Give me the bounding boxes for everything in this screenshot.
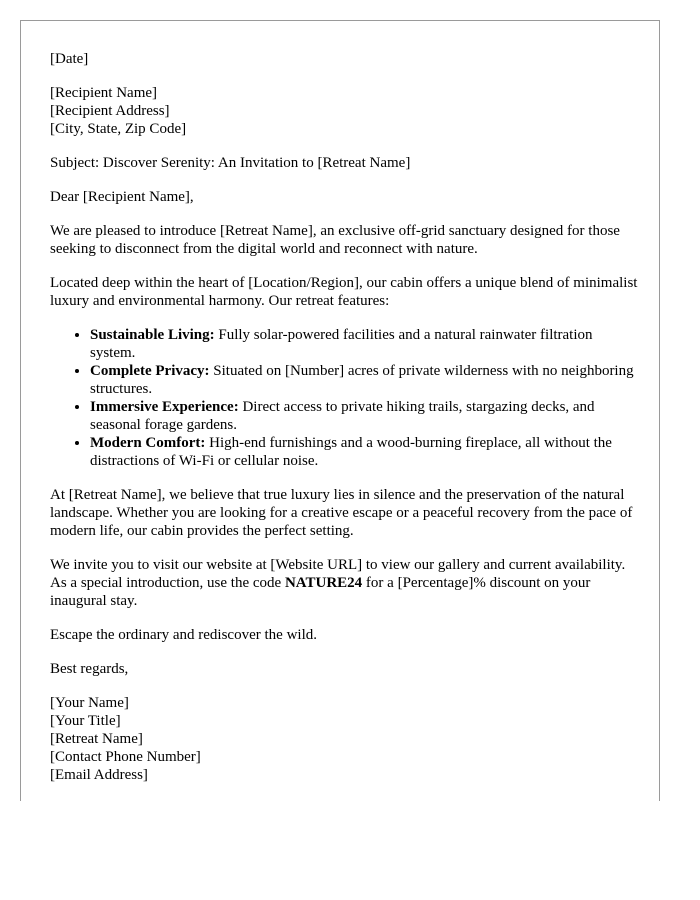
signature-retreat: [Retreat Name] — [50, 731, 143, 747]
signature-email: [Email Address] — [50, 767, 148, 783]
recipient-city-state-zip: [City, State, Zip Code] — [50, 121, 187, 137]
invite-text-before: We invite you to visit our website at [Website URL] to view our gallery and current availability. As a special introduction, use the code — [50, 557, 626, 591]
feature-title: Immersive Experience: — [90, 399, 239, 415]
recipient-block — [50, 84, 640, 138]
letter-subject: Subject: Discover Serenity: An Invitation to [Retreat Name] — [50, 155, 411, 171]
belief-paragraph: At [Retreat Name], we believe that true luxury lies in silence and the preservation of the natural landscape. Whether you are looking for a creative escape or a peaceful recovery from the pace of modern life, our cabin provides the perfect setting. — [50, 487, 633, 539]
promo-code: NATURE24 — [284, 575, 363, 591]
signature-block — [50, 694, 640, 784]
recipient-address: [Recipient Address] — [50, 103, 170, 119]
signature-name: [Your Name] — [50, 695, 129, 711]
signature-phone: [Contact Phone Number] — [50, 749, 201, 765]
feature-title: Modern Comfort: — [90, 435, 206, 451]
closing-line: Escape the ordinary and rediscover the wild. — [50, 627, 317, 643]
recipient-name: [Recipient Name] — [50, 85, 158, 101]
feature-item — [90, 398, 640, 434]
feature-title: Complete Privacy: — [90, 363, 210, 379]
feature-item — [90, 326, 640, 362]
letter-date: [Date] — [50, 51, 89, 67]
feature-item — [90, 434, 640, 470]
invite-paragraph — [50, 556, 640, 610]
location-paragraph: Located deep within the heart of [Location/Region], our cabin offers a unique blend of minimalist luxury and environmental harmony. Our retreat features: — [50, 275, 638, 309]
letter-salutation: Dear [Recipient Name], — [50, 189, 194, 205]
signature-title: [Your Title] — [50, 713, 121, 729]
feature-title: Sustainable Living: — [90, 327, 215, 343]
feature-text: Fully solar-powered facilities and a natural rainwater filtration system. — [90, 327, 593, 361]
letter-page — [20, 20, 660, 801]
feature-item — [90, 362, 640, 398]
feature-text: Direct access to private hiking trails, stargazing decks, and seasonal forage gardens. — [90, 399, 595, 433]
letter-body — [50, 50, 640, 800]
intro-paragraph: We are pleased to introduce [Retreat Name], an exclusive off-grid sanctuary designed for those seeking to disconnect from the digital world and reconnect with nature. — [50, 223, 620, 257]
signoff: Best regards, — [50, 661, 129, 677]
feature-text: Situated on [Number] acres of private wilderness with no neighboring structures. — [90, 363, 634, 397]
feature-text: High-end furnishings and a wood-burning fireplace, all without the distractions of Wi-Fi or cellular noise. — [90, 435, 612, 469]
invite-text-after: for a [Percentage]% discount on your inaugural stay. — [50, 575, 591, 609]
features-list — [50, 326, 640, 470]
